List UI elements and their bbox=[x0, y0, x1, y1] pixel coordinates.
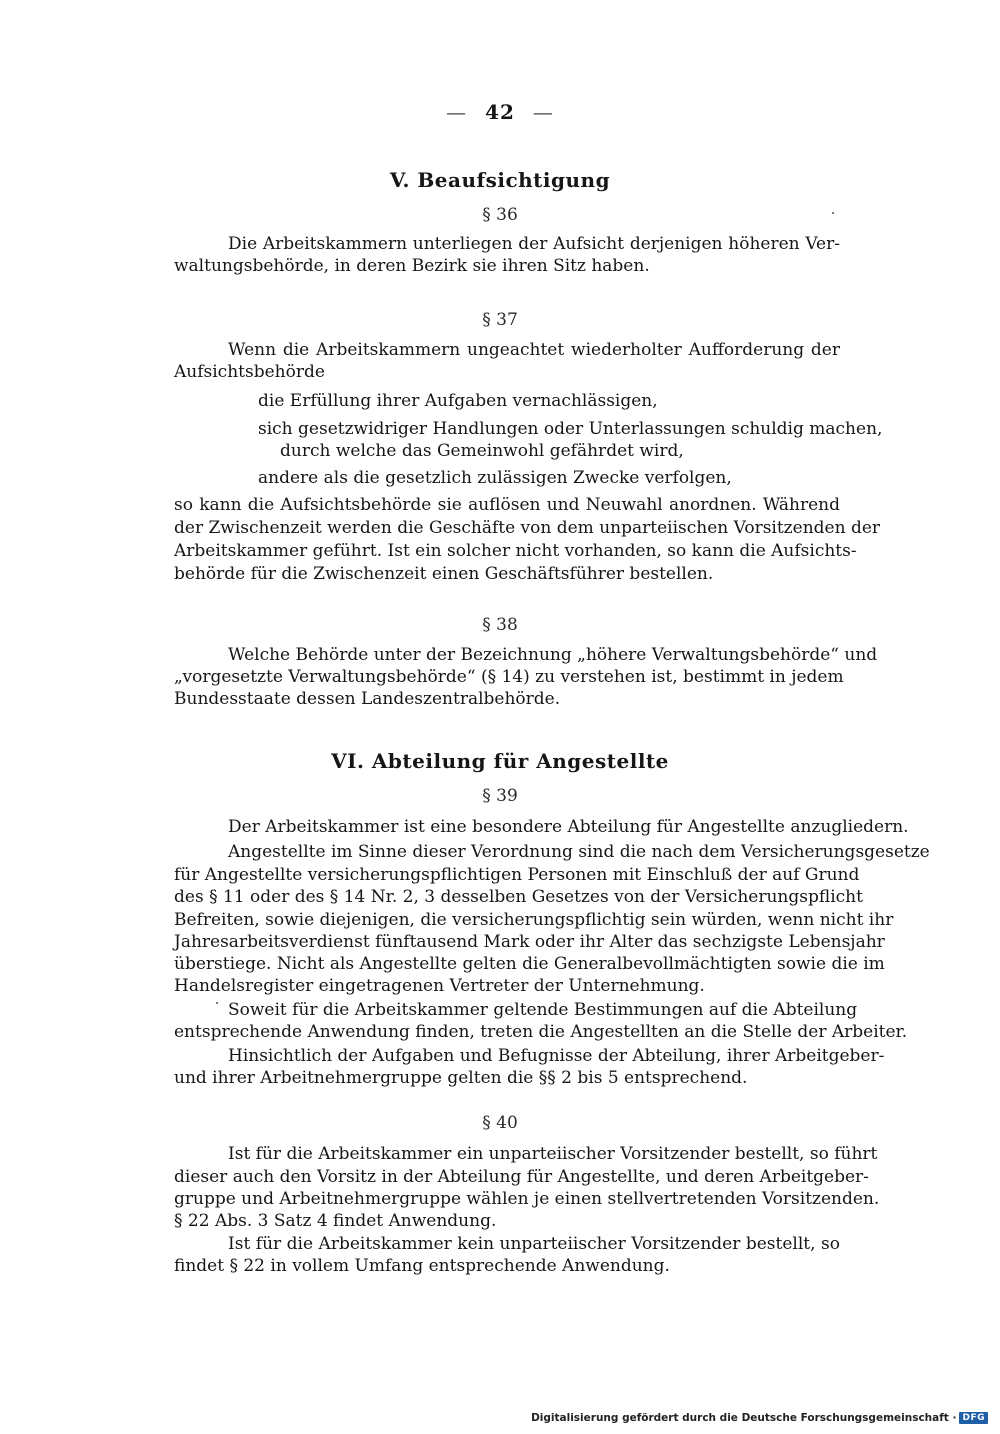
scan-speck bbox=[832, 212, 834, 214]
p40-line: dieser auch den Vorsitz in der Abteilung für Angestellte, und deren Arbeitgeber- bbox=[174, 1167, 869, 1187]
p37-line: Wenn die Arbeitskammern ungeachtet wiederholter Aufforderung der bbox=[228, 340, 840, 360]
p40-line: § 22 Abs. 3 Satz 4 findet Anwendung. bbox=[174, 1211, 497, 1231]
p37-closing-line: behörde für die Zwischenzeit einen Geschäftsführer bestellen. bbox=[174, 564, 714, 584]
section-heading-vi: VI. Abteilung für Angestellte bbox=[331, 749, 669, 773]
p39-line: für Angestellte versicherungspflichtigen Personen mit Einschluß der auf Grund bbox=[174, 865, 860, 885]
p40-line: Ist für die Arbeitskammer ein unparteiischer Vorsitzender bestellt, so führt bbox=[228, 1144, 878, 1164]
p39-line: überstiege. Nicht als Angestellte gelten die Generalbevollmächtigten sowie die im bbox=[174, 954, 885, 974]
p39-line: Jahresarbeitsverdienst fünftausend Mark oder ihr Alter das sechzigste Lebensjahr bbox=[174, 932, 885, 952]
p40-line: gruppe und Arbeitnehmergruppe wählen je einen stellvertretenden Vorsitzenden. bbox=[174, 1189, 880, 1209]
p37-line: Aufsichtsbehörde bbox=[174, 362, 325, 382]
p37-closing-line: der Zwischenzeit werden die Geschäfte von dem unparteiischen Vorsitzenden der bbox=[174, 518, 881, 538]
p39-line: Angestellte im Sinne dieser Verordnung sind die nach dem Versicherungsgesetze bbox=[228, 842, 930, 862]
paragraph-mark-36: § 36 bbox=[482, 205, 518, 225]
p39-line: entsprechende Anwendung finden, treten die Angestellten an die Stelle der Arbeiter. bbox=[174, 1022, 908, 1042]
p36-line: waltungsbehörde, in deren Bezirk sie ihren Sitz haben. bbox=[174, 256, 650, 276]
page-number bbox=[0, 100, 1000, 124]
page-number-value: 42 bbox=[485, 100, 515, 124]
page-number-dash-left: — bbox=[446, 100, 468, 124]
footer-text: Digitalisierung gefördert durch die Deutsche Forschungsgemeinschaft · bbox=[531, 1412, 957, 1424]
section-heading-v: V. Beaufsichtigung bbox=[389, 168, 611, 192]
p38-line: Bundesstaate dessen Landeszentralbehörde. bbox=[174, 689, 561, 709]
p37-item: sich gesetzwidriger Handlungen oder Unterlassungen schuldig machen, bbox=[258, 419, 883, 439]
p39-line: Der Arbeitskammer ist eine besondere Abteilung für Angestellte anzugliedern. bbox=[228, 817, 909, 837]
p39-line: Befreiten, sowie diejenigen, die versicherungspflichtig sein würden, wenn nicht ihr bbox=[174, 910, 894, 930]
p39-line: Soweit für die Arbeitskammer geltende Bestimmungen auf die Abteilung bbox=[228, 1000, 858, 1020]
p38-line: Welche Behörde unter der Bezeichnung „höhere Verwaltungsbehörde“ und bbox=[228, 645, 878, 665]
p38-line: „vorgesetzte Verwaltungsbehörde“ (§ 14) zu verstehen ist, bestimmt in jedem bbox=[174, 667, 844, 687]
paragraph-mark-39: § 39 bbox=[482, 786, 518, 806]
p37-item: durch welche das Gemeinwohl gefährdet wird, bbox=[280, 441, 684, 461]
p39-line: Handelsregister eingetragenen Vertreter der Unternehmung. bbox=[174, 976, 705, 996]
dfg-logo: DFG bbox=[959, 1412, 988, 1424]
paragraph-mark-38: § 38 bbox=[482, 615, 518, 635]
p37-closing-line: so kann die Aufsichtsbehörde sie auflösen und Neuwahl anordnen. Während bbox=[174, 495, 840, 515]
p39-line: Hinsichtlich der Aufgaben und Befugnisse der Abteilung, ihrer Arbeitgeber- bbox=[228, 1046, 885, 1066]
paragraph-mark-37: § 37 bbox=[482, 310, 518, 330]
p37-closing-line: Arbeitskammer geführt. Ist ein solcher nicht vorhanden, so kann die Aufsichts- bbox=[174, 541, 857, 561]
p39-line: des § 11 oder des § 14 Nr. 2, 3 desselben Gesetzes von der Versicherungspflicht bbox=[174, 887, 863, 907]
p37-item: andere als die gesetzlich zulässigen Zwecke verfolgen, bbox=[258, 468, 732, 488]
digitization-footer bbox=[531, 1412, 988, 1424]
p40-line: Ist für die Arbeitskammer kein unparteiischer Vorsitzender bestellt, so bbox=[228, 1234, 840, 1254]
page-number-dash-right: — bbox=[532, 100, 554, 124]
paragraph-mark-40: § 40 bbox=[482, 1113, 518, 1133]
p39-line: und ihrer Arbeitnehmergruppe gelten die §§ 2 bis 5 entsprechend. bbox=[174, 1068, 748, 1088]
p37-item: die Erfüllung ihrer Aufgaben vernachlässigen, bbox=[258, 391, 658, 411]
p36-line: Die Arbeitskammern unterliegen der Aufsicht derjenigen höheren Ver- bbox=[228, 234, 840, 254]
p40-line: findet § 22 in vollem Umfang entsprechende Anwendung. bbox=[174, 1256, 670, 1276]
scan-speck bbox=[216, 1002, 218, 1004]
